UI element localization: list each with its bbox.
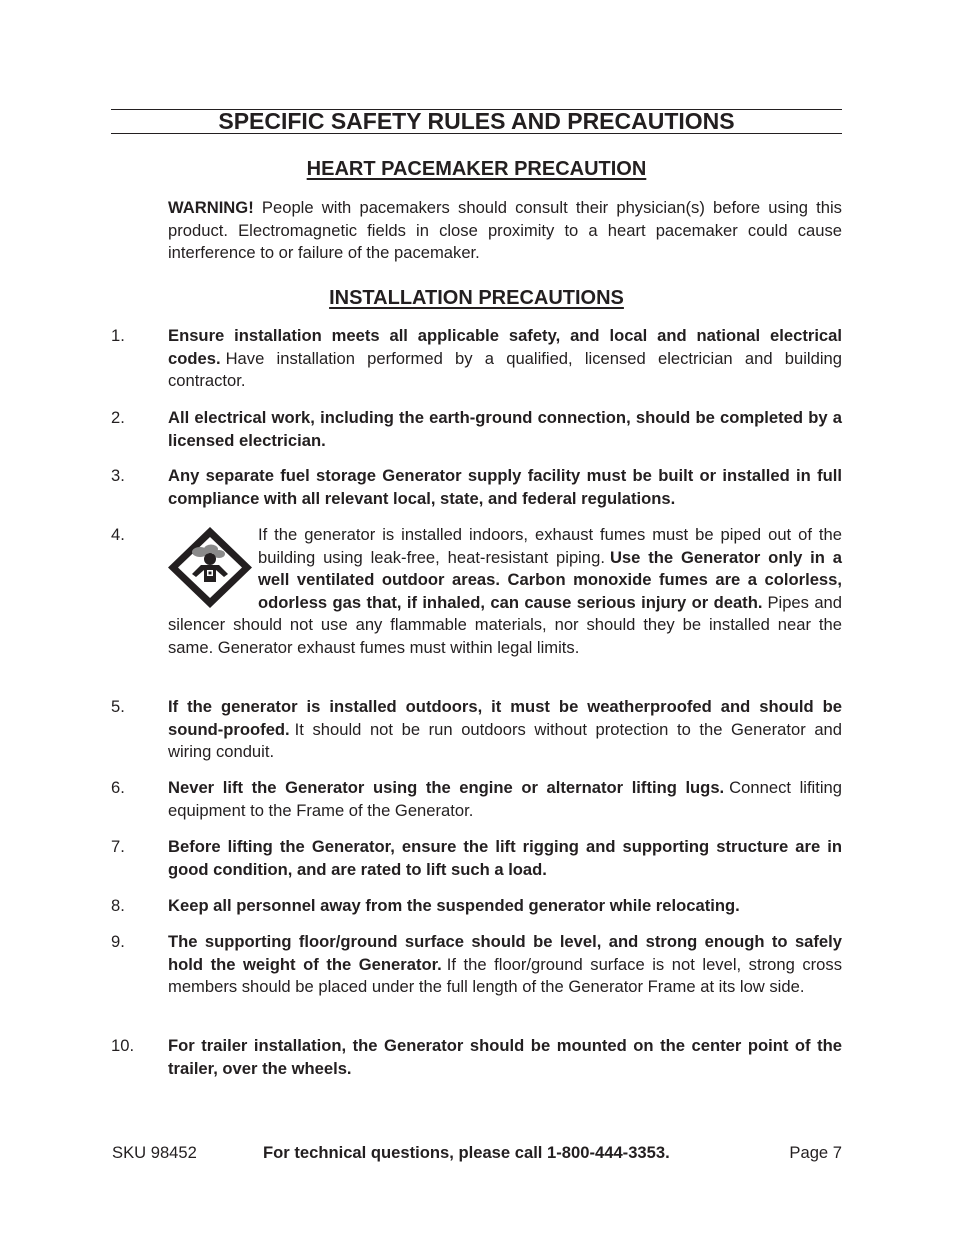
item-bold: Never lift the Generator using the engine or alternator lifting lugs. <box>168 778 725 797</box>
item-text <box>168 696 842 764</box>
item-text <box>168 895 842 918</box>
footer-support: For technical questions, please call 1-800-444-3353. <box>263 1143 670 1162</box>
item-plain: If the floor/ground surface is not level, strong cross members should be placed under the full length of the Generator Frame at its low side. <box>168 954 842 996</box>
item-plain: Have installation performed by a qualified, licensed electrician and building contractor. <box>168 348 842 390</box>
item-text <box>168 1035 842 1080</box>
item-plain: It should not be run outdoors without protection to the Generator and wiring conduit. <box>168 719 842 761</box>
footer-sku: SKU 98452 <box>112 1143 197 1162</box>
installation-heading <box>111 286 842 310</box>
title-bottom-rule <box>111 133 842 134</box>
item-text <box>168 524 842 659</box>
item-plain: Pipes and silencer should not use any flammable materials, nor should they be installed near the same. Generator exhaust fumes must within legal limits. <box>168 592 842 657</box>
warning-label: WARNING! <box>168 198 254 217</box>
item-bold: For trailer installation, the Generator should be mounted on the center point of the trailer, over the wheels. <box>168 1036 842 1078</box>
item-number: 2. <box>111 408 125 427</box>
item-number: 3. <box>111 466 125 485</box>
item-text <box>168 325 842 393</box>
item-bold: Any separate fuel storage Generator supply facility must be built or installed in full compliance with all relevant local, state, and federal regulations. <box>168 466 842 508</box>
item-number: 6. <box>111 778 125 797</box>
item-bold: Keep all personnel away from the suspended generator while relocating. <box>168 896 740 915</box>
item-pre: If the generator is installed indoors, exhaust fumes must be piped out of the building using leak-free, heat-resistant piping. <box>258 525 842 567</box>
item-text <box>168 777 842 822</box>
item-bold: Ensure installation meets all applicable safety, and local and national electrical codes. <box>168 326 842 368</box>
item-text <box>168 836 842 881</box>
item-bold: Use the Generator only in a well ventilated outdoor areas. Carbon monoxide fumes are a colorless, odorless gas that, if inhaled, can cause serious injury or death. <box>258 547 843 612</box>
item-bold: Before lifting the Generator, ensure the lift rigging and supporting structure are in good condition, and are rated to lift such a load. <box>168 837 842 879</box>
pacemaker-heading-text: HEART PACEMAKER PRECAUTION <box>306 158 647 180</box>
item-number: 9. <box>111 932 125 951</box>
item-text <box>168 407 842 452</box>
item-number: 10. <box>111 1036 135 1055</box>
warning-text: People with pacemakers should consult their physician(s) before using this product. Electromagnetic fields in close proximity to a heart pacemaker could cause interference to or failure of the pacemaker. <box>168 198 842 262</box>
page-title: SPECIFIC SAFETY RULES AND PRECAUTIONS <box>218 108 735 134</box>
toxic-fumes-hazard-icon <box>164 524 256 611</box>
item-number: 1. <box>111 326 125 345</box>
installation-heading-text: INSTALLATION PRECAUTIONS <box>329 287 624 309</box>
item-bold: The supporting floor/ground surface should be level, and strong enough to safely hold the weight of the Generator. <box>168 932 842 974</box>
footer-page-number: Page 7 <box>789 1143 842 1162</box>
item-text <box>168 465 842 510</box>
item-bold: All electrical work, including the earth-ground connection, should be completed by a licensed electrician. <box>168 408 842 450</box>
item-text <box>168 931 842 999</box>
item-number: 7. <box>111 837 125 856</box>
item-number: 4. <box>111 525 125 544</box>
item-bold: If the generator is installed outdoors, it must be weatherproofed and should be sound-proofed. <box>168 697 842 739</box>
item-number: 5. <box>111 697 125 716</box>
item-plain: Connect lifiting equipment to the Frame of the Generator. <box>168 778 842 820</box>
item-number: 8. <box>111 896 125 915</box>
pacemaker-warning <box>168 197 842 265</box>
pacemaker-heading <box>111 157 842 181</box>
